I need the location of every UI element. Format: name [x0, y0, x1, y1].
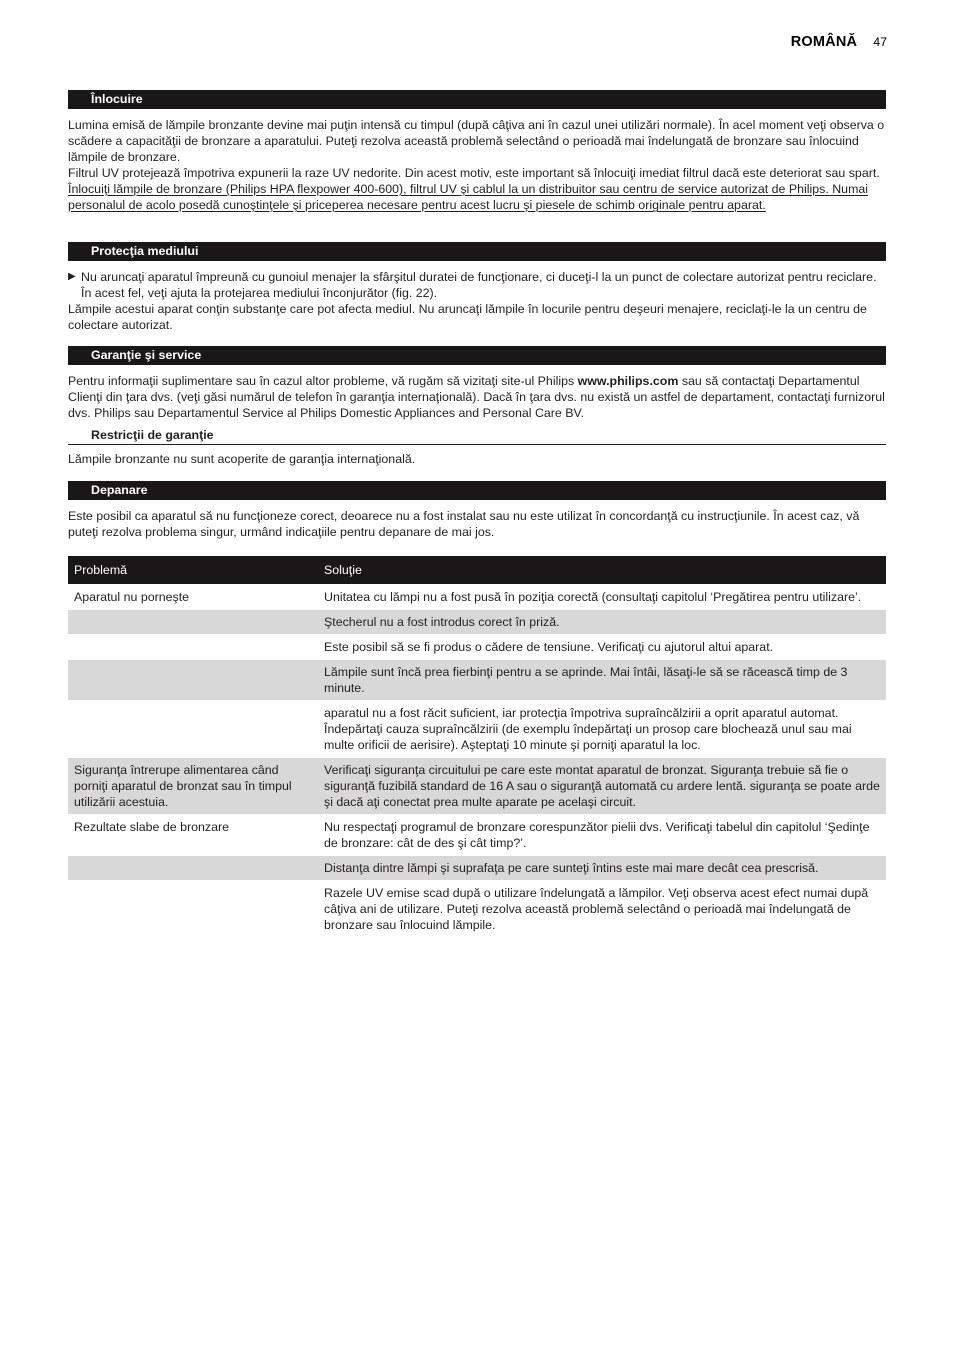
- table-row: [68, 815, 886, 856]
- solution-cell: Razele UV emise scad după o utilizare îndelungată a lămpilor. Veţi observa acest efect numai după câţiva ani de utilizare. Puteţi rezolva această problemă selectând o perioadă mai îndelungată de bronzare sau înlocuind lămpile.: [318, 881, 886, 938]
- problem-cell: [68, 635, 318, 660]
- environment-paragraph: Lămpile acestui aparat conţin substanţe care pot afecta mediul. Nu aruncaţi lămpile în locurile pentru deşeuri menajere, reciclaţi-le la un centru de colectare autorizat.: [68, 302, 867, 332]
- table-row: [68, 701, 886, 758]
- language-label: ROMÂNĂ: [790, 34, 858, 50]
- solution-cell: Ştecherul nu a fost introdus corect în priză.: [318, 610, 886, 635]
- solution-cell: Este posibil să se fi produs o cădere de tensiune. Verificaţi cu ajutorul altui aparat.: [318, 635, 886, 660]
- solution-cell: Distanţa dintre lămpi şi suprafaţa pe care sunteţi întins este mai mare decât cea prescrisă.: [318, 856, 886, 881]
- table-row: [68, 758, 886, 815]
- problem-cell: Rezultate slabe de bronzare: [68, 815, 318, 856]
- section-title-guarantee: Garanţie şi service: [68, 346, 886, 365]
- solution-cell: aparatul nu a fost răcit suficient, iar protecţia împotriva supraîncălzirii a oprit aparatul automat. Îndepărtaţi cauza supraîncălzirii (de exemplu îndepărtaţi un prosop care blochează unul sau mai multe orificii de aerisire). Aşteptaţi 10 minute şi porniţi aparatul la loc.: [318, 701, 886, 758]
- restrictions-heading: Restricţii de garanţie: [68, 427, 886, 445]
- guarantee-text-before: Pentru informaţii suplimentare sau în cazul altor probleme, vă rugăm să vizitaţi site-ul Philips: [68, 374, 578, 388]
- page-header: [791, 34, 887, 50]
- replacement-paragraph-2: Filtrul UV protejează împotriva expunerii la raze UV nedorite. Din acest motiv, este important să înlocuiţi imediat filtrul dacă este deteriorat sau spart.: [68, 166, 880, 180]
- table-row: [68, 635, 886, 660]
- problem-cell: [68, 856, 318, 881]
- table-header-problem: Problemă: [68, 556, 318, 585]
- table-row: [68, 856, 886, 881]
- page-number: 47: [873, 35, 887, 49]
- replacement-warning-text: Înlocuiţi lămpile de bronzare (Philips HPA flexpower 400-600), filtrul UV şi cablul la un distribuitor sau centru de service autorizat de Philips. Numai personalul de acolo posedă cunoştinţele şi priceperea necesare pentru acest lucru şi piesele de schimb originale pentru aparat.: [68, 182, 869, 212]
- table-header-row: [68, 556, 886, 585]
- restrictions-text: Lămpile bronzante nu sunt acoperite de garanţia internaţională.: [68, 452, 416, 466]
- table-row: [68, 585, 886, 610]
- problem-cell: [68, 660, 318, 701]
- problem-cell: [68, 701, 318, 758]
- bullet-arrow-icon: ▶: [68, 271, 76, 282]
- environment-bullet-text: Nu aruncaţi aparatul împreună cu gunoiul menajer la sfârşitul duratei de funcţionare, ci duceţi-l la un punct de colectare autorizat pentru reciclare. În acest fel, veţi ajuta la protejarea mediului înconjurător (fig. 22).: [81, 270, 877, 300]
- troubleshooting-table: [68, 556, 886, 938]
- solution-cell: Unitatea cu lămpi nu a fost pusă în poziţia corectă (consultaţi capitolul ‘Pregătirea pentru utilizare’.: [318, 585, 886, 610]
- solution-cell: Lămpile sunt încă prea fierbinţi pentru a se aprinde. Mai întâi, lăsaţi-le să se răcească timp de 3 minute.: [318, 660, 886, 701]
- guarantee-paragraph: [68, 373, 886, 421]
- solution-cell: Nu respectaţi programul de bronzare corespunzător pielii dvs. Verificaţi tabelul din capitolul ‘Şedinţe de bronzare: cât de des şi cât timp?’.: [318, 815, 886, 856]
- problem-cell: [68, 881, 318, 938]
- environment-bullet-item: [68, 269, 886, 301]
- problem-cell: Aparatul nu porneşte: [68, 585, 318, 610]
- philips-website-link[interactable]: www.philips.com: [577, 374, 679, 388]
- table-row: [68, 660, 886, 701]
- replacement-warning: [68, 181, 886, 213]
- guarantee-text-after: sau să contactaţi Departamentul Clienţi din ţara dvs. (veţi găsi numărul de telefon în garanţia internaţională). Dacă în ţara dvs. nu există un astfel de departament, contactaţi furnizorul dvs. Philips sau Departamentul Service al Philips Domestic Appliances and Personal Care BV.: [68, 374, 885, 420]
- solution-cell: Verificaţi siguranţa circuitului pe care este montat aparatul de bronzat. Siguranţa trebuie să fie o siguranţă fuzibilă standard de 16 A sau o siguranţă automată cu ardere lentă. siguranţa se poate arde şi dacă aţi conectat prea multe aparate pe acelaşi circuit.: [318, 758, 886, 815]
- section-title-replacement: Înlocuire: [68, 90, 886, 109]
- table-header-solution: Soluţie: [318, 556, 886, 585]
- table-row: [68, 610, 886, 635]
- problem-cell: [68, 610, 318, 635]
- problem-cell: Siguranţa întrerupe alimentarea când porniţi aparatul de bronzat sau în timpul utilizării acestuia.: [68, 758, 318, 815]
- replacement-paragraph-1: Lumina emisă de lămpile bronzante devine mai puţin intensă cu timpul (după câţiva ani în cazul unei utilizări normale). În acel moment veţi observa o scădere a capacităţii de bronzare a aparatului. Puteţi rezolva această problemă selectând o perioadă mai îndelungată de bronzare sau înlocuind lămpile de bronzare.: [68, 118, 885, 164]
- page-content: [68, 90, 886, 938]
- troubleshooting-intro: Este posibil ca aparatul să nu funcţioneze corect, deoarece nu a fost instalat sau nu este utilizat în concordanţă cu instrucţiunile. În acest caz, vă puteţi rezolva problema singur, urmând indicaţiile pentru depanare de mai jos.: [68, 509, 860, 539]
- table-row: [68, 881, 886, 938]
- section-title-environment: Protecţia mediului: [68, 242, 886, 261]
- section-title-troubleshooting: Depanare: [68, 481, 886, 500]
